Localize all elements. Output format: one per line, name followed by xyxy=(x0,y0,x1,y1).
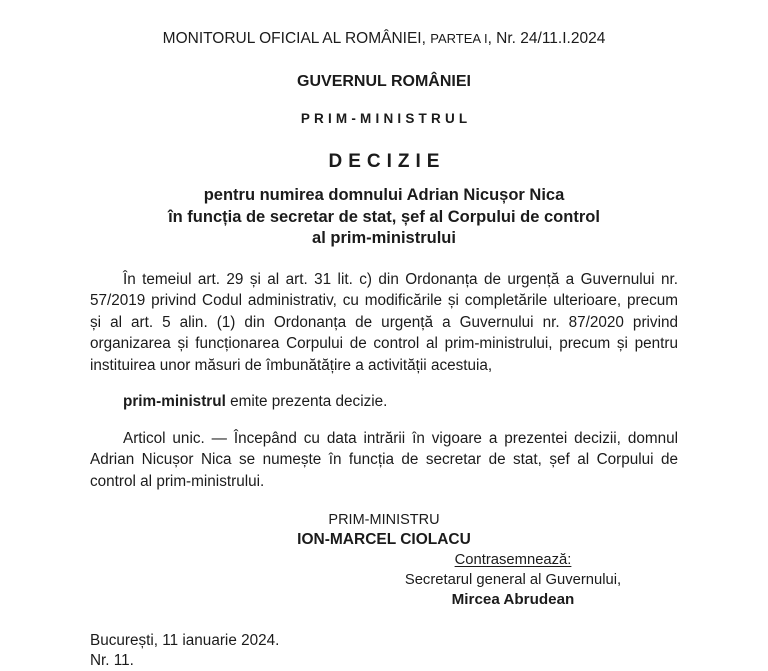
text-column xyxy=(90,0,678,671)
act-title-line-2: în funcția de secretar de stat, șef al Corpului de control xyxy=(168,207,600,226)
running-head-part: PARTEA I xyxy=(430,31,488,46)
enacting-formula xyxy=(90,391,678,413)
running-head-separator: , xyxy=(421,30,431,47)
running-head-publication: MONITORUL OFICIAL AL ROMÂNIEI xyxy=(162,30,422,47)
act-number: Nr. 11. xyxy=(90,651,134,669)
act-type-heading: DECIZIE xyxy=(328,151,446,172)
running-head-issue: , Nr. 24/11.I.2024 xyxy=(487,30,606,47)
issuing-authority: GUVERNUL ROMÂNIEI xyxy=(297,72,471,90)
running-head xyxy=(90,0,678,47)
act-title xyxy=(90,171,678,250)
act-title-line-3: al prim-ministrului xyxy=(312,229,456,247)
countersignature-block xyxy=(348,551,678,610)
act-body xyxy=(90,250,678,493)
countersign-label: Contrasemnează: xyxy=(454,552,572,568)
paragraph-spacer xyxy=(90,376,678,391)
countersign-role: Secretarul general al Guvernului, xyxy=(404,571,622,588)
preamble-paragraph: În temeiul art. 29 și al art. 31 lit. c) din Ordonanța de urgență a Guvernului nr. 57/2019 privind Codul administrativ, cu modificările și completările ulterioare, precum și al art. 5 alin. (1) din Ordonanța de urgență a Guvernului nr. 87/2020 privind organizarea și funcționarea Corpului de control al prim-ministrului, precum și pentru instituirea unor măsuri de îmbunătățire a activității acestuia, xyxy=(90,270,678,374)
act-title-line-1: pentru numirea domnului Adrian Nicușor Nica xyxy=(203,186,565,204)
prime-minister-name: ION-MARCEL CIOLACU xyxy=(297,531,471,548)
place-and-date: București, 11 ianuarie 2024. xyxy=(90,631,280,649)
countersign-name: Mircea Abrudean xyxy=(451,591,575,608)
enacting-subject: prim-ministrul xyxy=(123,393,226,410)
issuing-office: PRIM-MINISTRUL xyxy=(300,110,472,126)
colophon xyxy=(90,610,678,671)
article-unic-paragraph: Articol unic. — Începând cu data intrării în vigoare a prezentei decizii, domnul Adrian Nicușor Nica se numește în funcția de secretar de stat, șef al Corpului de control al prim-ministrului. xyxy=(90,429,678,490)
enacting-rest: emite prezenta decizie. xyxy=(225,393,388,410)
paragraph-spacer xyxy=(90,413,678,428)
prime-minister-role: PRIM-MINISTRU xyxy=(328,512,440,528)
prime-minister-signature-block xyxy=(90,492,678,550)
